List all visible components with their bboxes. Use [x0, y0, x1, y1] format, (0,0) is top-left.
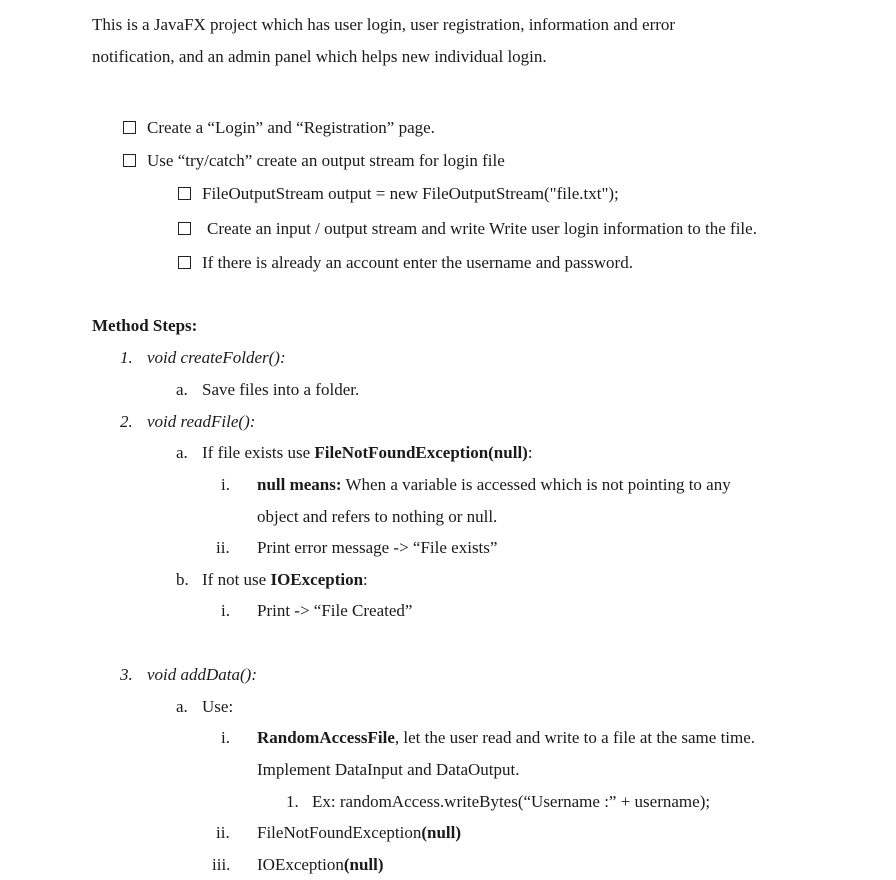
list-marker: a. [176, 380, 188, 399]
list-item-continuation: object and refers to nothing or null. [257, 507, 498, 526]
text-span: : [363, 570, 368, 589]
checklist-item-label: Create an input / output stream and write Write user login information to the file. [207, 219, 757, 238]
list-marker: i. [221, 728, 230, 747]
list-marker: iii. [212, 855, 231, 874]
intro-line-2: notification, and an admin panel which helps new individual login. [92, 47, 547, 66]
bold-text: (null) [343, 855, 384, 874]
list-item: Ex: randomAccess.writeBytes(“Username :” + username); [312, 792, 711, 811]
bold-text: (null) [421, 823, 462, 842]
checkbox[interactable] [178, 222, 191, 235]
text-span: IOException [257, 855, 344, 874]
list-item: Print error message -> “File exists” [257, 538, 498, 557]
list-item-continuation: Implement DataInput and DataOutput. [257, 760, 520, 779]
step-number: 1. [120, 348, 133, 367]
step-title: void addData(): [147, 665, 258, 684]
text-span: FileNotFoundException [257, 823, 422, 842]
bold-text: FileNotFoundException(null) [314, 443, 528, 462]
bold-text: null means: [257, 475, 342, 494]
list-marker: a. [176, 697, 188, 716]
list-marker: ii. [216, 538, 230, 557]
text-span: If file exists use [202, 443, 315, 462]
list-marker: b. [176, 570, 189, 589]
checklist-item-label: Create a “Login” and “Registration” page. [147, 118, 435, 137]
checklist-item-label: If there is already an account enter the username and password. [202, 253, 633, 272]
list-item: Use: [202, 697, 234, 716]
bold-text: RandomAccessFile [257, 728, 395, 747]
list-item [202, 570, 368, 590]
list-item [202, 443, 533, 463]
text-span: When a variable is accessed which is not pointing to any [341, 475, 731, 494]
step-title: void readFile(): [147, 412, 256, 431]
bold-text: IOException [270, 570, 364, 589]
checklist-item-label: Use “try/catch” create an output stream for login file [147, 151, 505, 170]
step-number: 3. [120, 665, 133, 684]
list-item [257, 728, 755, 748]
list-item: Print -> “File Created” [257, 601, 413, 620]
list-item [257, 855, 384, 875]
checkbox[interactable] [178, 187, 191, 200]
list-marker: a. [176, 443, 188, 462]
list-marker: i. [221, 601, 230, 620]
intro-line-1: This is a JavaFX project which has user login, user registration, information and error [92, 15, 676, 34]
list-item: Save files into a folder. [202, 380, 360, 399]
list-item [257, 475, 731, 495]
checkbox[interactable] [178, 256, 191, 269]
step-number: 2. [120, 412, 133, 431]
text-span: If not use [202, 570, 271, 589]
checkbox[interactable] [123, 121, 136, 134]
checklist-item-label: FileOutputStream output = new FileOutputStream("file.txt"); [202, 184, 619, 203]
text-span: , let the user read and write to a file at the same time. [394, 728, 756, 747]
method-heading: Method Steps: [92, 316, 198, 335]
list-marker: 1. [286, 792, 299, 811]
list-marker: i. [221, 475, 230, 494]
list-marker: ii. [216, 823, 230, 842]
text-span: : [527, 443, 533, 462]
list-item [257, 823, 461, 843]
checkbox[interactable] [123, 154, 136, 167]
step-title: void createFolder(): [147, 348, 286, 367]
